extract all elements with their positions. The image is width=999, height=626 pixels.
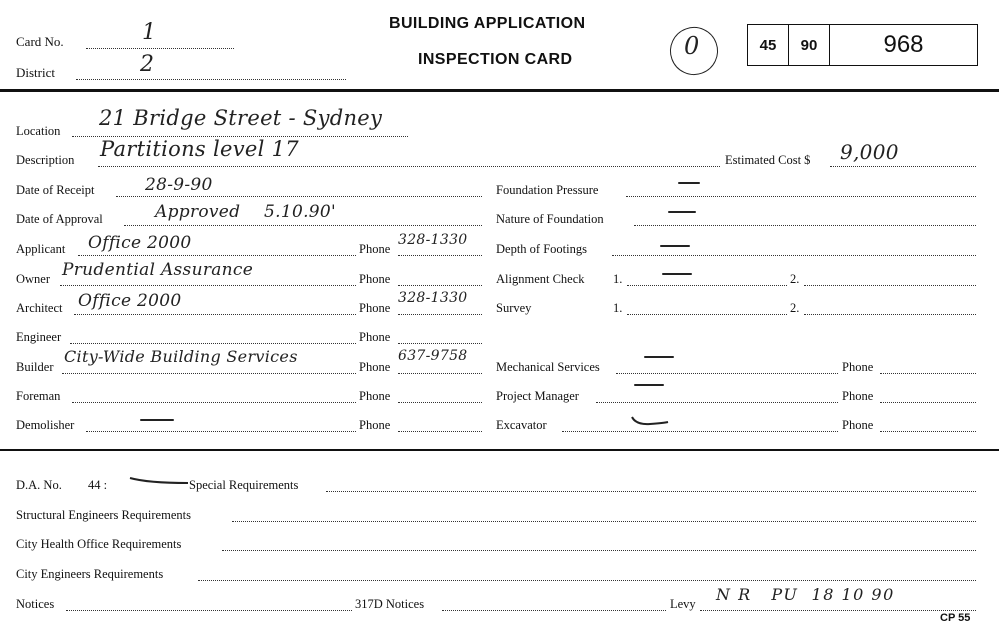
survey-2-dots — [804, 314, 976, 315]
date-approval-label: Date of Approval — [16, 212, 103, 226]
depth-footings-dash — [660, 245, 690, 247]
form-title-line1: BUILDING APPLICATION — [389, 15, 586, 32]
builder-label: Builder — [16, 360, 54, 374]
description-value: Partitions level 17 — [100, 137, 299, 161]
notices-label: Notices — [16, 597, 55, 611]
owner-dots — [60, 285, 356, 286]
architect-phone-value: 328-1330 — [398, 290, 468, 306]
alignment-num1: 1. — [613, 272, 623, 286]
health-requirements-dots — [222, 550, 976, 551]
engineer-dots — [70, 343, 356, 344]
excavator-phone-label: Phone — [842, 418, 874, 432]
location-value: 21 Bridge Street - Sydney — [99, 106, 383, 130]
architect-dots — [74, 314, 356, 315]
excavator-dash — [630, 414, 670, 428]
district-label: District — [16, 65, 55, 80]
levy-dots — [700, 610, 976, 611]
city-engineers-requirements-dots — [198, 580, 976, 581]
da-no-label: D.A. No. — [16, 478, 62, 492]
survey-num1: 1. — [613, 301, 623, 315]
foundation-pressure-label: Foundation Pressure — [496, 183, 599, 197]
ref-box-c: 968 — [829, 24, 978, 66]
nature-foundation-dots — [634, 225, 976, 226]
levy-value: N R PU 18 10 90 — [716, 585, 895, 604]
estimated-cost-label: Estimated Cost $ — [725, 153, 811, 167]
engineer-phone-label: Phone — [359, 330, 391, 344]
notices-317d-label: 317D Notices — [355, 597, 425, 611]
special-requirements-dots — [326, 491, 976, 492]
survey-1-dots — [627, 314, 787, 315]
foundation-pressure-dash — [678, 182, 700, 184]
alignment-1-dots — [627, 285, 787, 286]
da-no-dash — [128, 474, 190, 486]
architect-label: Architect — [16, 301, 63, 315]
description-dots — [98, 166, 720, 167]
applicant-value: Office 2000 — [88, 233, 192, 253]
builder-phone-dots — [398, 373, 482, 374]
depth-footings-label: Depth of Footings — [496, 242, 587, 256]
date-receipt-value: 28-9-90 — [145, 175, 213, 195]
nature-foundation-dash — [668, 211, 696, 213]
notices-317d-dots — [442, 610, 666, 611]
foreman-phone-dots — [398, 402, 482, 403]
builder-dots — [62, 373, 356, 374]
estimated-cost-dots — [830, 166, 976, 167]
foreman-phone-label: Phone — [359, 389, 391, 403]
description-label: Description — [16, 153, 75, 167]
ref-box-b: 90 — [788, 24, 830, 66]
alignment-check-label: Alignment Check — [496, 272, 585, 286]
card-no-label: Card No. — [16, 34, 64, 49]
notices-dots — [66, 610, 352, 611]
mechanical-phone-dots — [880, 373, 976, 374]
health-requirements-label: City Health Office Requirements — [16, 537, 182, 551]
special-requirements-label: Special Requirements — [189, 478, 299, 492]
owner-value: Prudential Assurance — [62, 260, 254, 280]
ref-box-a: 45 — [747, 24, 789, 66]
architect-phone-label: Phone — [359, 301, 391, 315]
alignment-dash — [662, 273, 692, 275]
applicant-phone-dots — [398, 255, 482, 256]
card-no-dots — [86, 48, 234, 49]
section-divider — [0, 449, 999, 451]
date-receipt-label: Date of Receipt — [16, 183, 95, 197]
engineer-label: Engineer — [16, 330, 62, 344]
estimated-cost-value: 9,000 — [840, 140, 899, 164]
foreman-label: Foreman — [16, 389, 61, 403]
owner-phone-label: Phone — [359, 272, 391, 286]
owner-phone-dots — [398, 285, 482, 286]
header-divider — [0, 89, 999, 92]
mechanical-services-dash — [644, 356, 674, 358]
nature-foundation-label: Nature of Foundation — [496, 212, 604, 226]
survey-label: Survey — [496, 301, 532, 315]
demolisher-phone-dots — [398, 431, 482, 432]
excavator-label: Excavator — [496, 418, 547, 432]
project-manager-dash — [634, 384, 664, 386]
builder-value: City-Wide Building Services — [64, 347, 298, 366]
circled-mark-value: 0 — [684, 32, 700, 60]
foreman-dots — [72, 402, 356, 403]
survey-num2: 2. — [790, 301, 800, 315]
alignment-num2: 2. — [790, 272, 800, 286]
district-dots — [76, 79, 346, 80]
mechanical-services-label: Mechanical Services — [496, 360, 600, 374]
date-approval-dots — [124, 225, 482, 226]
form-code: CP 55 — [940, 612, 971, 624]
demolisher-dots — [86, 431, 356, 432]
builder-phone-value: 637-9758 — [398, 348, 468, 364]
demolisher-phone-label: Phone — [359, 418, 391, 432]
levy-label: Levy — [670, 597, 696, 611]
project-manager-label: Project Manager — [496, 389, 579, 403]
card-no-value: 1 — [142, 20, 157, 45]
location-label: Location — [16, 124, 61, 138]
structural-requirements-label: Structural Engineers Requirements — [16, 508, 191, 522]
applicant-phone-label: Phone — [359, 242, 391, 256]
applicant-label: Applicant — [16, 242, 66, 256]
district-value: 2 — [140, 52, 155, 77]
project-manager-dots — [596, 402, 838, 403]
da-no-value: 44 : — [88, 478, 108, 492]
mechanical-phone-label: Phone — [842, 360, 874, 374]
project-manager-phone-label: Phone — [842, 389, 874, 403]
city-engineers-requirements-label: City Engineers Requirements — [16, 567, 164, 581]
demolisher-label: Demolisher — [16, 418, 75, 432]
owner-label: Owner — [16, 272, 51, 286]
date-receipt-dots — [116, 196, 482, 197]
builder-phone-label: Phone — [359, 360, 391, 374]
architect-phone-dots — [398, 314, 482, 315]
foundation-pressure-dots — [626, 196, 976, 197]
form-title-line2: INSPECTION CARD — [418, 51, 573, 68]
date-approval-value: Approved 5.10.90' — [155, 202, 337, 222]
mechanical-services-dots — [616, 373, 838, 374]
architect-value: Office 2000 — [78, 291, 182, 311]
engineer-phone-dots — [398, 343, 482, 344]
applicant-phone-value: 328-1330 — [398, 232, 468, 248]
applicant-dots — [78, 255, 356, 256]
depth-footings-dots — [612, 255, 976, 256]
excavator-phone-dots — [880, 431, 976, 432]
demolisher-dash — [140, 419, 174, 421]
structural-requirements-dots — [232, 521, 976, 522]
project-manager-phone-dots — [880, 402, 976, 403]
alignment-2-dots — [804, 285, 976, 286]
excavator-dots — [562, 431, 838, 432]
